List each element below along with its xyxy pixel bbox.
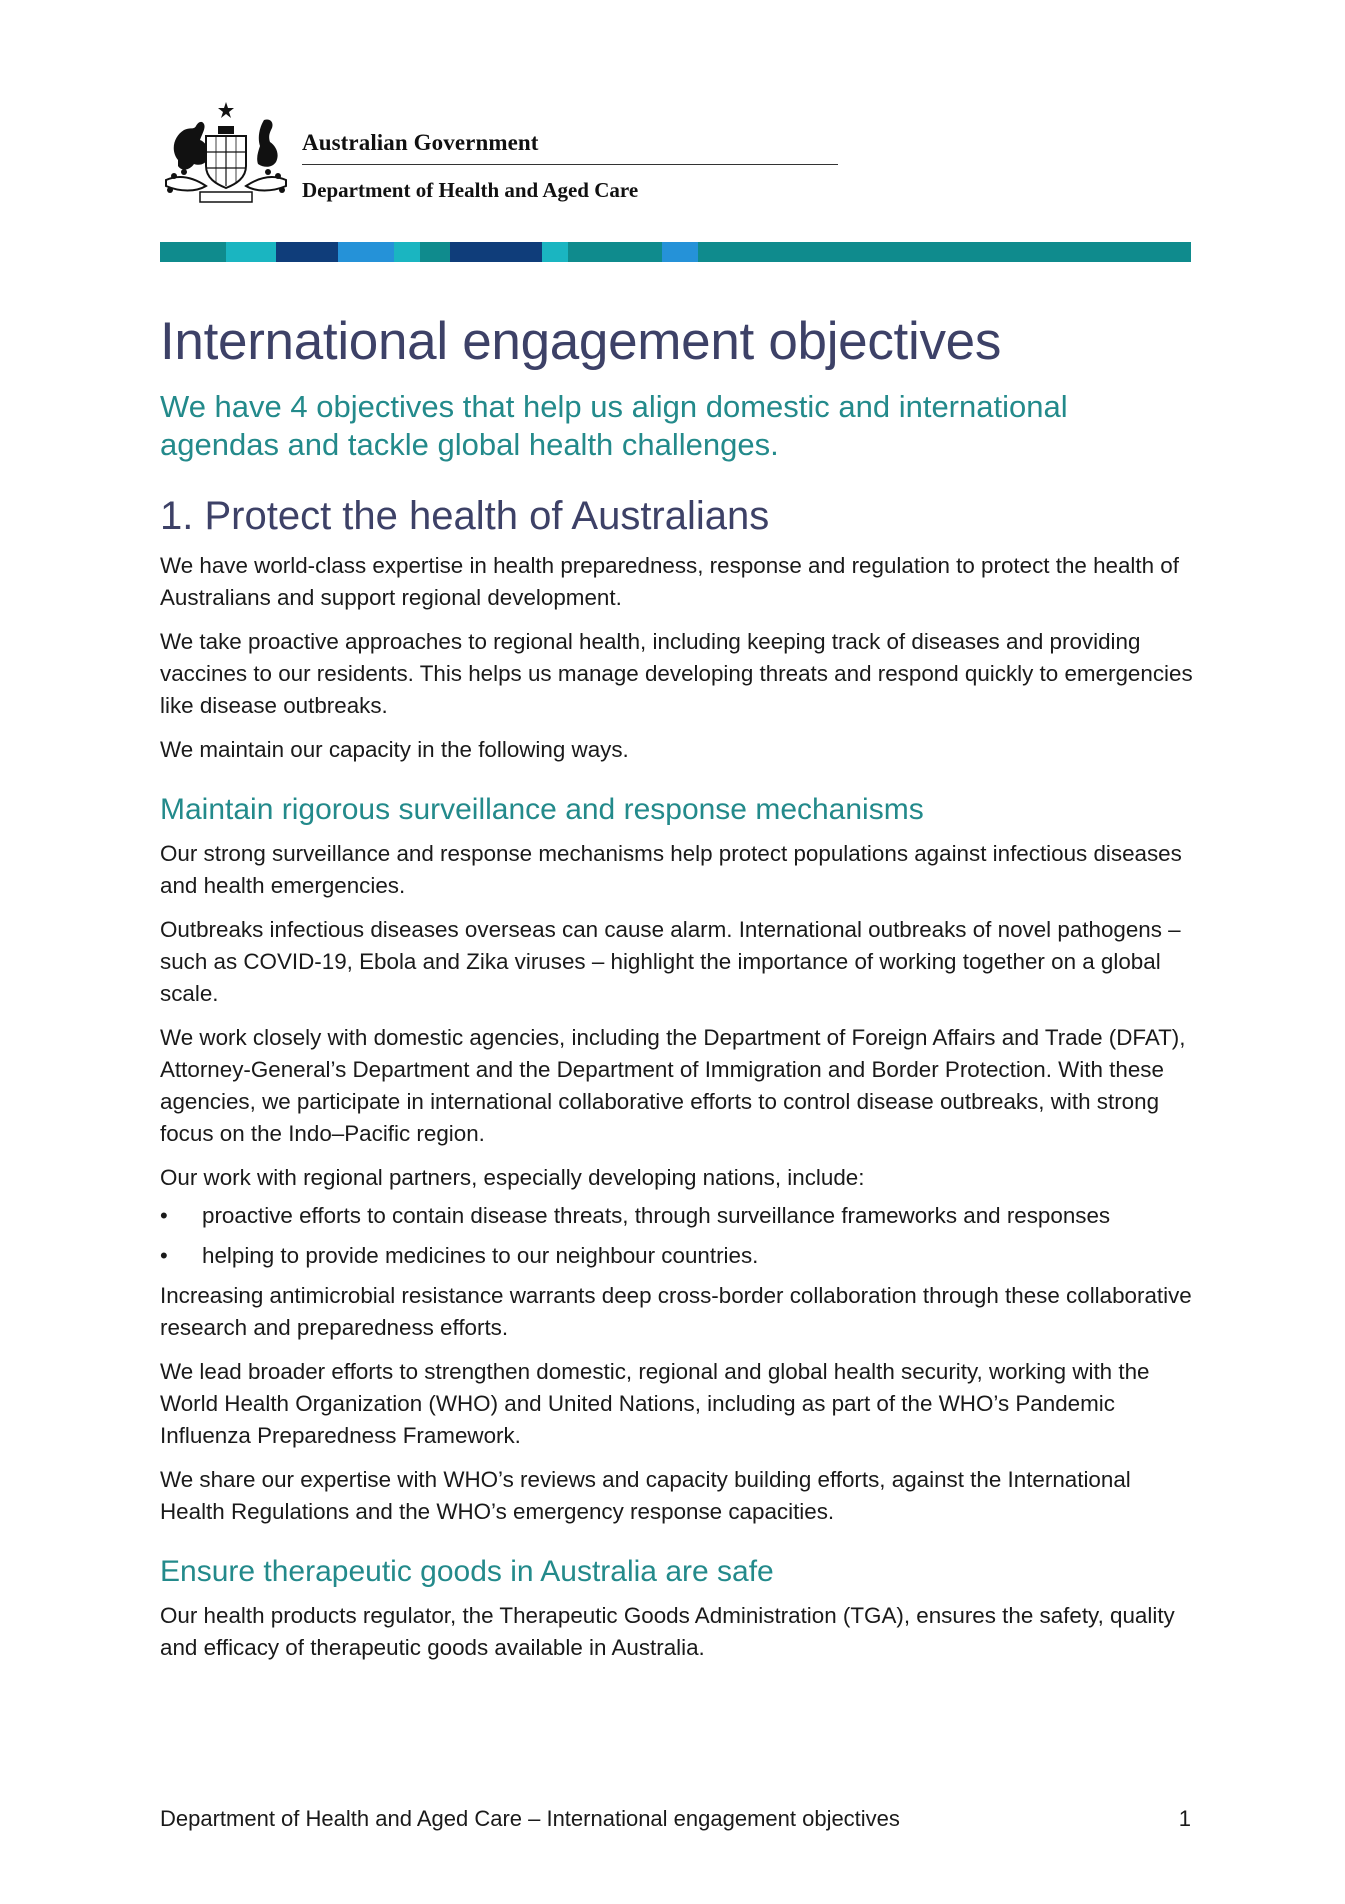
paragraph: We take proactive approaches to regional health, including keeping track of diseases and providing vaccines to our residents. This helps us manage developing threats and respond quickly to emergencies like disease outbreaks. bbox=[160, 628, 1193, 718]
government-name: Australian Government bbox=[302, 130, 838, 165]
strip-segment bbox=[450, 242, 542, 262]
strip-segment bbox=[420, 242, 450, 262]
section-heading-protect-health: 1. Protect the health of Australians bbox=[160, 493, 770, 538]
page-footer bbox=[160, 1806, 1191, 1832]
paragraph: We maintain our capacity in the following ways. bbox=[160, 736, 629, 762]
paragraph: We have world-class expertise in health preparedness, response and regulation to protect the health of Australians and support regional development. bbox=[160, 552, 1179, 610]
government-wordmark bbox=[302, 130, 838, 203]
header bbox=[160, 100, 680, 210]
subheading-therapeutic-goods: Ensure therapeutic goods in Australia are safe bbox=[160, 1554, 774, 1588]
paragraph: Our strong surveillance and response mechanisms help protect populations against infectious diseases and health emergencies. bbox=[160, 840, 1182, 898]
colour-strip bbox=[160, 242, 1191, 262]
strip-segment bbox=[542, 242, 568, 262]
strip-segment bbox=[394, 242, 420, 262]
strip-segment bbox=[226, 242, 276, 262]
subheading-surveillance: Maintain rigorous surveillance and response mechanisms bbox=[160, 792, 924, 826]
paragraph: We share our expertise with WHO’s reviews and capacity building efforts, against the International Health Regulations and the WHO’s emergency response capacities. bbox=[160, 1466, 1131, 1524]
strip-segment bbox=[662, 242, 698, 262]
list-item: • helping to provide medicines to our neighbour countries. bbox=[160, 1240, 1200, 1272]
strip-segment bbox=[568, 242, 662, 262]
paragraph: Outbreaks infectious diseases overseas can cause alarm. International outbreaks of novel pathogens – such as COVID-19, Ebola and Zika viruses – highlight the importance of working together on a global scale. bbox=[160, 916, 1181, 1006]
list-item: • proactive efforts to contain disease threats, through surveillance frameworks and responses bbox=[160, 1200, 1200, 1232]
paragraph: We work closely with domestic agencies, including the Department of Foreign Affairs and Trade (DFAT), Attorney-General’s Department and the Department of Immigration and Border Protection. With these agencies, we participate in international collaborative efforts to control disease outbreaks, with strong focus on the Indo–Pacific region. bbox=[160, 1024, 1186, 1146]
main-content bbox=[160, 310, 1200, 1676]
lead-paragraph: We have 4 objectives that help us align domestic and international agendas and tackle global health challenges. bbox=[160, 388, 1068, 462]
page-number: 1 bbox=[1178, 1806, 1191, 1831]
paragraph: Our health products regulator, the Therapeutic Goods Administration (TGA), ensures the safety, quality and efficacy of therapeutic goods available in Australia. bbox=[160, 1602, 1175, 1660]
paragraph: We lead broader efforts to strengthen domestic, regional and global health security, working with the World Health Organization (WHO) and United Nations, including as part of the WHO’s Pandemic Influenza Preparedness Framework. bbox=[160, 1358, 1150, 1448]
strip-segment bbox=[160, 242, 226, 262]
paragraph: Our work with regional partners, especially developing nations, include: bbox=[160, 1164, 865, 1190]
page-title: International engagement objectives bbox=[160, 312, 1002, 371]
strip-segment bbox=[338, 242, 394, 262]
strip-segment bbox=[276, 242, 338, 262]
paragraph: Increasing antimicrobial resistance warrants deep cross-border collaboration through these collaborative research and preparedness efforts. bbox=[160, 1282, 1192, 1340]
bullet-list bbox=[160, 1200, 1200, 1272]
footer-text: Department of Health and Aged Care – International engagement objectives bbox=[160, 1806, 900, 1831]
strip-segment bbox=[698, 242, 1191, 262]
coat-of-arms-icon bbox=[160, 100, 292, 208]
department-name: Department of Health and Aged Care bbox=[302, 178, 639, 202]
